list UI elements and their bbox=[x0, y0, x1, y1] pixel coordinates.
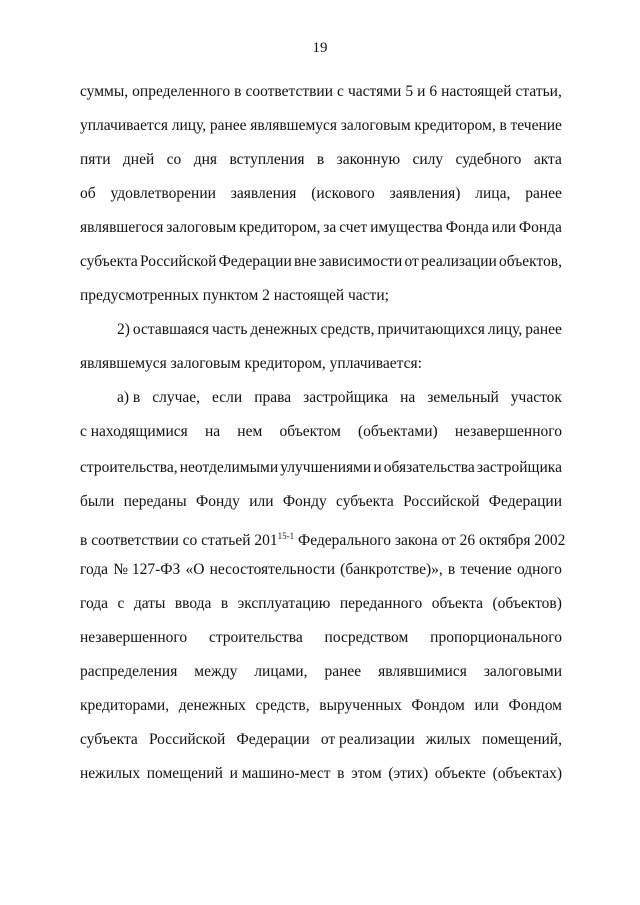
word: и bbox=[417, 83, 426, 100]
word: (банкротстве)», bbox=[340, 561, 443, 578]
word: денежных bbox=[250, 321, 318, 338]
text-line bbox=[80, 492, 562, 512]
word: участок bbox=[510, 389, 562, 406]
word: с bbox=[117, 595, 125, 612]
text-line bbox=[80, 458, 562, 478]
word: Фондом bbox=[508, 697, 562, 714]
text-line bbox=[117, 320, 562, 340]
word: залоговым bbox=[340, 117, 411, 134]
text-line bbox=[80, 730, 562, 750]
text-line: предусмотренных пунктом 2 настоящей части; bbox=[80, 287, 389, 304]
word: денежных bbox=[178, 697, 246, 714]
word: года bbox=[80, 595, 109, 612]
word: субъекта bbox=[80, 253, 138, 270]
word: Фонда bbox=[445, 219, 489, 236]
word: объекта bbox=[431, 595, 484, 612]
word: (объектов) bbox=[492, 595, 562, 612]
word: Федерации bbox=[218, 253, 292, 270]
word: переданы bbox=[123, 493, 187, 510]
word: и bbox=[373, 459, 382, 476]
word: или bbox=[491, 219, 516, 236]
word: лицу, bbox=[171, 117, 207, 134]
word: в bbox=[234, 83, 242, 100]
word: силу bbox=[412, 151, 444, 168]
word: вне bbox=[293, 253, 317, 270]
text-line bbox=[80, 662, 562, 682]
word: вступления bbox=[229, 151, 305, 168]
word: застройщика bbox=[303, 389, 389, 406]
word: объекте bbox=[434, 765, 486, 782]
word: являвшемуся bbox=[250, 117, 338, 134]
text-line: являвшемуся залоговым кредитором, уплачивается: bbox=[80, 355, 422, 372]
text-segment: Федерального закона от 26 октября 2002 bbox=[294, 532, 566, 549]
word: от bbox=[404, 253, 419, 270]
text-line bbox=[80, 422, 562, 442]
word: Фонда bbox=[518, 219, 562, 236]
word: в bbox=[220, 595, 229, 612]
word: года bbox=[80, 561, 109, 578]
word: нем bbox=[237, 423, 263, 440]
word: об bbox=[80, 185, 96, 202]
word: объектом bbox=[279, 423, 341, 440]
word: улучшениями bbox=[280, 459, 372, 476]
word: ранее bbox=[324, 663, 362, 680]
word: лицами, bbox=[254, 663, 308, 680]
word: были bbox=[80, 493, 115, 510]
word: и машино-мест bbox=[229, 765, 331, 782]
word: дня bbox=[193, 151, 218, 168]
word: субъекта bbox=[80, 731, 138, 748]
word: средств, bbox=[255, 697, 310, 714]
word: лицу, bbox=[487, 321, 523, 338]
word: (объектах) bbox=[492, 765, 562, 782]
text-line bbox=[80, 696, 562, 716]
word: кредитором, bbox=[414, 117, 496, 134]
word: в bbox=[447, 561, 456, 578]
word: помещений bbox=[146, 765, 223, 782]
word: ввода bbox=[174, 595, 212, 612]
word: № 127-ФЗ bbox=[113, 561, 181, 578]
text-line bbox=[117, 388, 562, 408]
word: статьи, bbox=[515, 83, 562, 100]
word: земельный bbox=[427, 389, 499, 406]
text-line bbox=[80, 218, 562, 238]
word: распределения bbox=[80, 663, 178, 680]
word: реализации bbox=[421, 253, 497, 270]
word: «О bbox=[185, 561, 205, 578]
word: или bbox=[249, 493, 274, 510]
text-line bbox=[80, 184, 562, 204]
word: Российской bbox=[139, 253, 217, 270]
word: соответствии bbox=[245, 83, 334, 100]
word: пяти bbox=[80, 151, 111, 168]
word: даты bbox=[133, 595, 166, 612]
word: средств, bbox=[320, 321, 375, 338]
word: за bbox=[323, 219, 337, 236]
word: незавершенного bbox=[80, 629, 188, 646]
superscript-article-number: 15-1 bbox=[277, 531, 295, 541]
word: с находящимися bbox=[80, 423, 188, 440]
word: с bbox=[337, 83, 344, 100]
word: (объектами) bbox=[357, 423, 438, 440]
word: Федерации bbox=[236, 731, 310, 748]
word: определенного bbox=[132, 83, 231, 100]
word: (этих) bbox=[388, 765, 429, 782]
word: этом bbox=[351, 765, 382, 782]
word: оставшаяся bbox=[132, 321, 210, 338]
word: причитающихся bbox=[377, 321, 485, 338]
word: несостоятельности bbox=[209, 561, 336, 578]
word: если bbox=[212, 389, 243, 406]
word: строительства bbox=[208, 629, 303, 646]
word: неотделимыми bbox=[179, 459, 279, 476]
word: являвшимися bbox=[378, 663, 467, 680]
word: на bbox=[400, 389, 416, 406]
word: 5 bbox=[405, 83, 414, 100]
word: кредиторами, bbox=[80, 697, 170, 714]
text-line bbox=[80, 594, 562, 614]
word: переданного bbox=[339, 595, 423, 612]
word: удовлетворении bbox=[110, 185, 216, 202]
word: лица, bbox=[475, 185, 511, 202]
word: (искового bbox=[311, 185, 375, 202]
word: залоговыми bbox=[483, 663, 562, 680]
word: в bbox=[316, 151, 325, 168]
word: часть bbox=[212, 321, 248, 338]
word: являвшегося bbox=[80, 219, 164, 236]
word: настоящей bbox=[441, 83, 512, 100]
word: зависимости bbox=[318, 253, 403, 270]
word: в bbox=[499, 117, 507, 134]
word: Российской bbox=[403, 493, 480, 510]
word: имущества bbox=[370, 219, 443, 236]
text-line bbox=[80, 252, 562, 272]
word: Российской bbox=[148, 731, 226, 748]
word: посредством bbox=[324, 629, 409, 646]
word: 2) bbox=[117, 321, 130, 338]
word: Федерации bbox=[488, 493, 562, 510]
word: случае, bbox=[152, 389, 201, 406]
text-line bbox=[80, 116, 562, 136]
word: обязательства bbox=[383, 459, 475, 476]
word: между bbox=[194, 663, 238, 680]
word: одного bbox=[516, 561, 562, 578]
word: счет bbox=[339, 219, 368, 236]
text-line bbox=[80, 150, 562, 170]
word: дней bbox=[122, 151, 155, 168]
word: застройщика bbox=[476, 459, 562, 476]
word: нежилых bbox=[80, 765, 141, 782]
word: течение bbox=[510, 117, 562, 134]
word: права bbox=[254, 389, 292, 406]
word: акта bbox=[533, 151, 562, 168]
word: помещений, bbox=[481, 731, 562, 748]
word: кредитором, bbox=[239, 219, 321, 236]
word: от реализации bbox=[320, 731, 415, 748]
text-line bbox=[80, 560, 562, 580]
word: Фондом bbox=[411, 697, 465, 714]
word: незавершенного bbox=[454, 423, 562, 440]
word: суммы, bbox=[80, 83, 129, 100]
word: Фонду bbox=[282, 493, 327, 510]
word: а) в bbox=[117, 389, 141, 406]
text-segment: в соответствии со статьей 201 bbox=[80, 532, 278, 549]
word: частями bbox=[347, 83, 402, 100]
word: или bbox=[474, 697, 499, 714]
page-number: 19 bbox=[312, 40, 328, 56]
word: 6 bbox=[429, 83, 438, 100]
word: законную bbox=[336, 151, 401, 168]
word: ранее bbox=[525, 185, 562, 202]
word: эксплуатацию bbox=[237, 595, 331, 612]
word: Фонду bbox=[195, 493, 240, 510]
word: залоговым bbox=[166, 219, 237, 236]
word: объектов, bbox=[498, 253, 562, 270]
word: в bbox=[337, 765, 345, 782]
text-line bbox=[80, 764, 562, 784]
word: ранее bbox=[209, 117, 247, 134]
word: строительства, bbox=[80, 459, 178, 476]
word: течение bbox=[460, 561, 512, 578]
word: пропорционального bbox=[430, 629, 562, 646]
word: жилых bbox=[425, 731, 471, 748]
text-line bbox=[80, 526, 566, 551]
word: субъекта bbox=[336, 493, 394, 510]
text-line bbox=[80, 628, 562, 648]
word: со bbox=[166, 151, 182, 168]
word: заявления) bbox=[389, 185, 461, 202]
word: заявления bbox=[230, 185, 297, 202]
word: ранее bbox=[525, 321, 562, 338]
word: судебного bbox=[455, 151, 522, 168]
word: вырученных bbox=[319, 697, 402, 714]
word: на bbox=[204, 423, 221, 440]
text-line bbox=[80, 82, 562, 102]
word: уплачивается bbox=[80, 117, 168, 134]
